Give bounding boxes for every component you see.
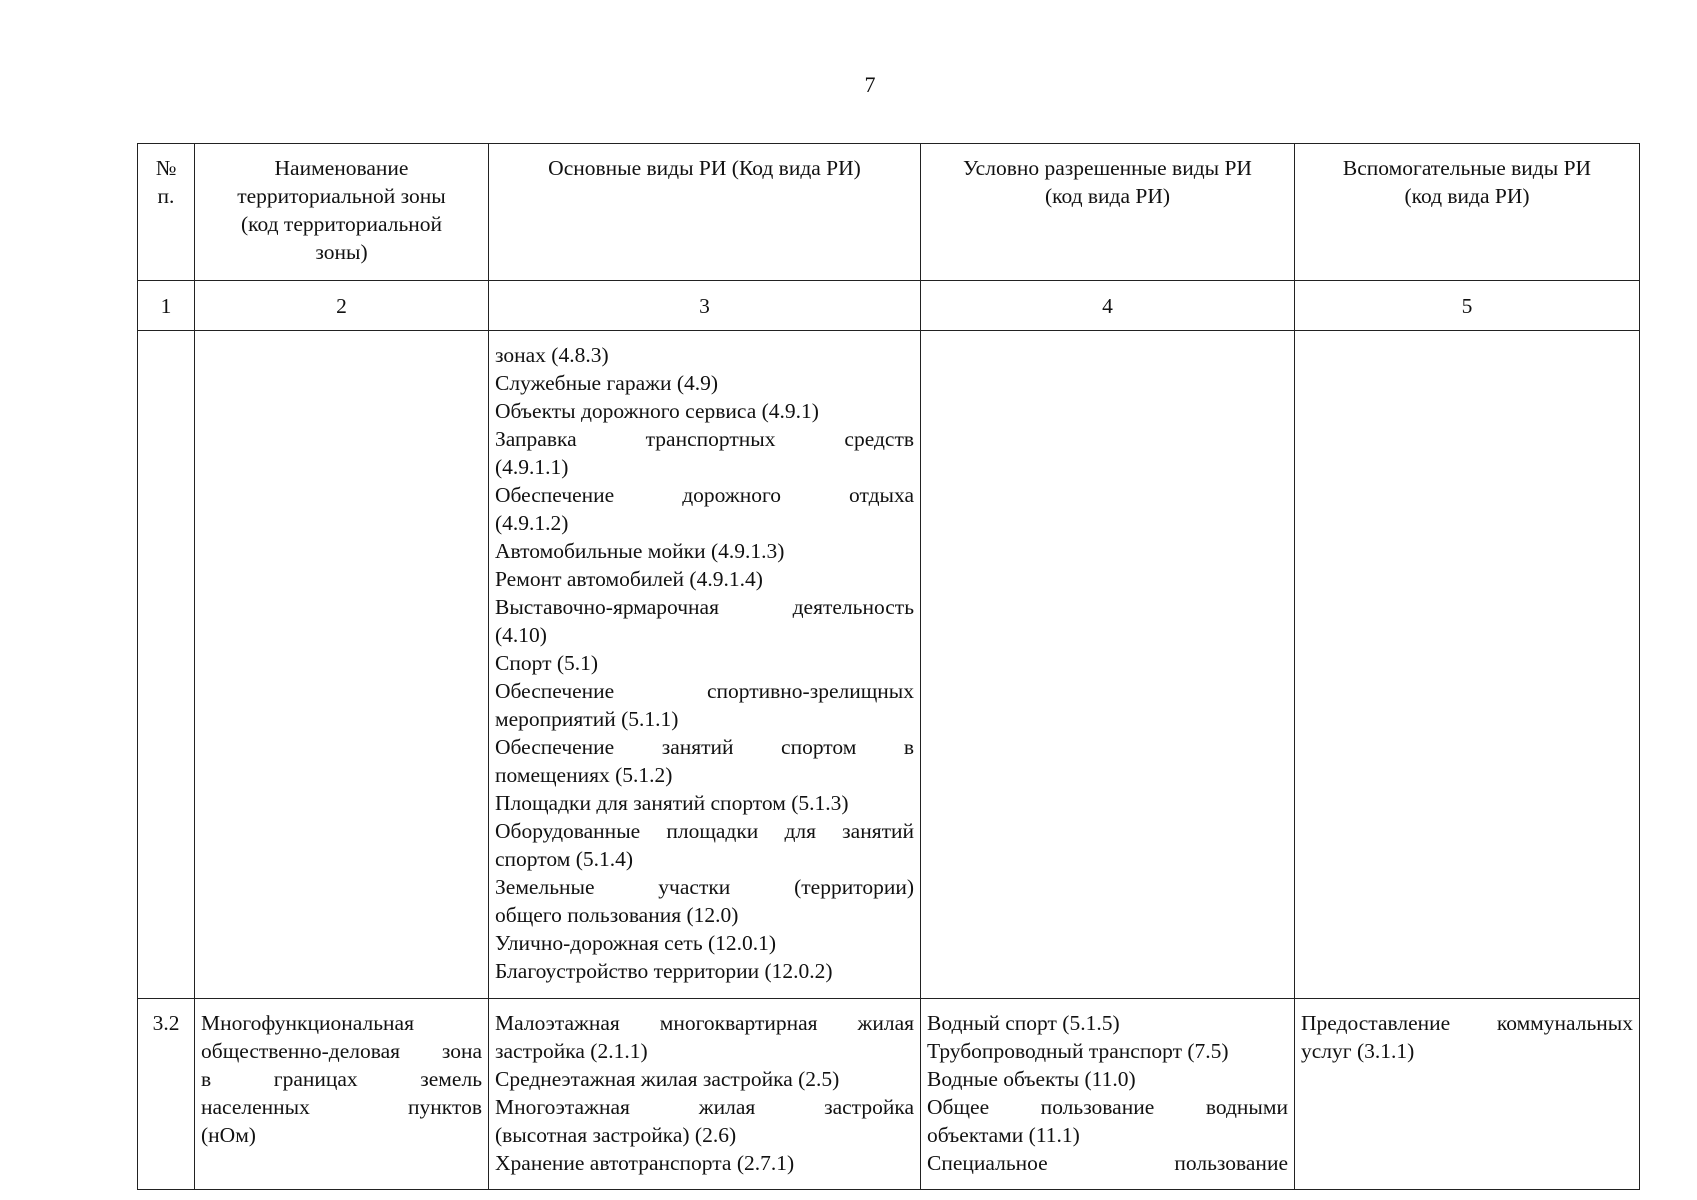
text-line: объектами (11.1)	[927, 1123, 1080, 1147]
text-line: (4.10)	[495, 623, 547, 647]
table-row-zone	[138, 999, 1640, 1190]
text-line: Среднеэтажная жилая застройка (2.5)	[495, 1067, 840, 1091]
text-line: общественно-деловая зона	[201, 1039, 482, 1063]
text-line: Специальное пользование	[927, 1151, 1288, 1175]
text-line: Предоставление коммунальных	[1301, 1011, 1633, 1035]
text-line: зонах (4.8.3)	[495, 343, 609, 367]
text-line: (4.9.1.1)	[495, 455, 569, 479]
column-number: 5	[1295, 281, 1640, 331]
text-line: Обеспечение спортивно-зрелищных	[495, 679, 914, 703]
text-line: Обеспечение занятий спортом в	[495, 735, 914, 759]
cell-number-empty	[138, 331, 195, 999]
header-line: (код вида РИ)	[1044, 184, 1171, 208]
text-line: (высотная застройка) (2.6)	[495, 1123, 737, 1147]
header-cell-zone-name	[195, 144, 489, 281]
page-number: 7	[864, 72, 876, 97]
header-line: Наименование	[274, 156, 409, 180]
header-lines	[195, 144, 488, 266]
cell-main-uses	[489, 331, 921, 999]
text-line: Площадки для занятий спортом (5.1.3)	[495, 791, 849, 815]
header-lines	[489, 144, 920, 182]
text-line: Малоэтажная многоквартирная жилая	[495, 1011, 914, 1035]
cell-auxiliary-uses	[1295, 999, 1640, 1190]
header-line: территориальной зоны	[237, 184, 446, 208]
header-cell-auxiliary-uses	[1295, 144, 1640, 281]
text-line: Общее пользование водными	[927, 1095, 1288, 1119]
text-line: Хранение автотранспорта (2.7.1)	[495, 1151, 795, 1175]
header-cell-number	[138, 144, 195, 281]
text-line: спортом (5.1.4)	[495, 847, 634, 871]
header-lines	[1295, 144, 1639, 210]
header-line: зоны)	[315, 240, 368, 264]
text-line: Водный спорт (5.1.5)	[927, 1011, 1120, 1035]
text-line: (4.9.1.2)	[495, 511, 569, 535]
text-line: мероприятий (5.1.1)	[495, 707, 679, 731]
text-line: Трубопроводный транспорт (7.5)	[927, 1039, 1229, 1063]
zone-name-lines	[195, 999, 488, 1149]
column-number: 3	[489, 281, 921, 331]
text-line: Благоустройство территории (12.0.2)	[495, 959, 833, 983]
text-line: Оборудованные площадки для занятий	[495, 819, 914, 843]
text-line: Объекты дорожного сервиса (4.9.1)	[495, 399, 819, 423]
text-line: Выставочно-ярмарочная деятельность	[495, 595, 914, 619]
header-lines	[921, 144, 1294, 210]
text-line: услуг (3.1.1)	[1301, 1039, 1415, 1063]
text-line: (нОм)	[201, 1123, 256, 1147]
text-line: помещениях (5.1.2)	[495, 763, 673, 787]
cell-conditional-uses-empty	[921, 331, 1295, 999]
column-number: 4	[921, 281, 1295, 331]
text-line: Служебные гаражи (4.9)	[495, 371, 719, 395]
text-line: Улично-дорожная сеть (12.0.1)	[495, 931, 777, 955]
cell-main-uses	[489, 999, 921, 1190]
header-line: Вспомогательные виды РИ	[1342, 156, 1592, 180]
column-number: 2	[195, 281, 489, 331]
conditional-uses-list	[921, 999, 1294, 1177]
header-line: (код территориальной	[240, 212, 443, 236]
column-number-row	[138, 281, 1640, 331]
text-line: Спорт (5.1)	[495, 651, 599, 675]
header-cell-main-uses	[489, 144, 921, 281]
auxiliary-uses-list	[1295, 999, 1639, 1065]
cell-zone-name-empty	[195, 331, 489, 999]
main-uses-list	[489, 999, 920, 1177]
text-line: в границах земель	[201, 1067, 482, 1091]
cell-zone-number	[138, 999, 195, 1190]
cell-conditional-uses	[921, 999, 1295, 1190]
text-line: населенных пунктов	[201, 1095, 482, 1119]
text-line: общего пользования (12.0)	[495, 903, 739, 927]
text-line: Обеспечение дорожного отдыха	[495, 483, 914, 507]
text-line: Многофункциональная	[201, 1011, 414, 1035]
text-line: Водные объекты (11.0)	[927, 1067, 1136, 1091]
text-line: Автомобильные мойки (4.9.1.3)	[495, 539, 785, 563]
header-line: №	[155, 156, 177, 180]
header-line: Условно разрешенные виды РИ	[963, 156, 1252, 180]
text-line: Многоэтажная жилая застройка	[495, 1095, 914, 1119]
zone-number: 3.2	[152, 1011, 180, 1035]
column-number: 1	[138, 281, 195, 331]
text-line: Ремонт автомобилей (4.9.1.4)	[495, 567, 763, 591]
cell-auxiliary-uses-empty	[1295, 331, 1640, 999]
header-line: Основные виды РИ (Код вида РИ)	[548, 156, 861, 180]
text-line: Заправка транспортных средств	[495, 427, 914, 451]
zoning-table	[137, 143, 1640, 1190]
header-line: п.	[157, 184, 175, 208]
header-line: (код вида РИ)	[1404, 184, 1530, 208]
main-uses-list	[489, 331, 920, 985]
cell-zone-name	[195, 999, 489, 1190]
text-line: Земельные участки (территории)	[495, 875, 914, 899]
header-cell-conditional-uses	[921, 144, 1295, 281]
table-header-row	[138, 144, 1640, 281]
header-lines	[138, 144, 194, 210]
text-line: застройка (2.1.1)	[495, 1039, 648, 1063]
table-row-continuation	[138, 331, 1640, 999]
